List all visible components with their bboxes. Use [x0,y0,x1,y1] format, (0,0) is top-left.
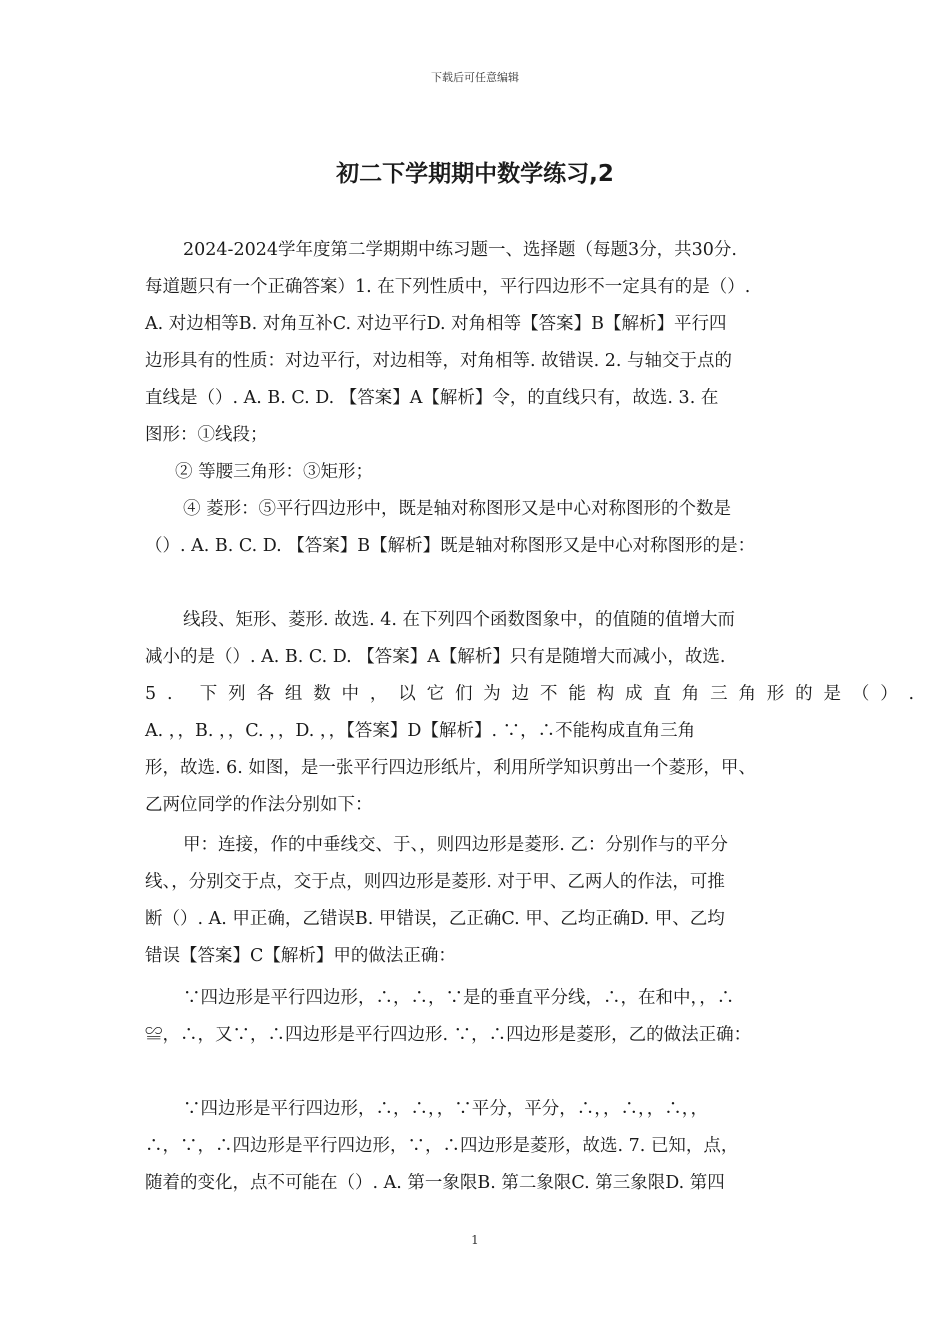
document-title: 初二下学期期中数学练习,2 [336,161,614,187]
body-line: ∴，∵，∴四边形是平行四边形，∵，∴四边形是菱形，故选. 7. 已知，点， [145,1136,739,1156]
page-header: 下载后可任意编辑 [431,71,519,84]
body-line: 图形：①线段； [145,425,268,445]
body-line: 边形具有的性质：对边平行，对边相等，对角相等. 故错误. 2. 与轴交于点的 [145,351,733,371]
body-line: 2024-2024学年度第二学期期中练习题一、选择题（每题3分，共30分. [183,240,737,260]
body-line: ∵四边形是平行四边形，∴，∴，∵是的垂直平分线，∴，在和中，，∴ [183,988,735,1008]
body-line: 断（）. A. 甲正确，乙错误B. 甲错误，乙正确C. 甲、乙均正确D. 甲、乙均 [145,909,725,929]
body-line: 乙两位同学的作法分别如下： [145,795,373,815]
body-line: A. 对边相等B. 对角互补C. 对边平行D. 对角相等【答案】B【解析】平行四 [145,314,727,334]
body-line: ≌，∴，又∵，∴四边形是平行四边形. ∵，∴四边形是菱形，乙的做法正确： [145,1025,752,1045]
body-line: ④ 菱形：⑤平行四边形中，既是轴对称图形又是中心对称图形的个数是 [183,499,732,519]
body-line: 5. 下列各组数中，以它们为边不能构成直角三角形的是（）. [145,684,925,704]
body-line: 甲：连接，作的中垂线交、于、，则四边形是菱形. 乙：分别作与的平分 [183,835,728,855]
body-line: （）. A. B. C. D. 【答案】B【解析】既是轴对称图形又是中心对称图形的是： [145,536,756,556]
body-line: 线、，分别交于点，交于点，则四边形是菱形. 对于甲、乙两人的作法，可推 [145,872,725,892]
body-line: 形，故选. 6. 如图，是一张平行四边形纸片，利用所学知识剪出一个菱形，甲、 [145,758,756,778]
body-line: ∵四边形是平行四边形，∴，∴，，∵平分，平分，∴，，∴，，∴，， [183,1099,708,1119]
body-line: ② 等腰三角形：③矩形； [175,462,374,482]
body-line: 减小的是（）. A. B. C. D. 【答案】A【解析】只有是随增大而减小，故选. [145,647,726,667]
page-number: 1 [471,1233,479,1247]
body-line: A. ，，B. ，，C. ，，D. ，，【答案】D【解析】. ∵，∴不能构成直角三角 [145,721,696,741]
body-line: 错误【答案】C【解析】甲的做法正确： [145,946,456,966]
body-line: 每道题只有一个正确答案）1. 在下列性质中，平行四边形不一定具有的是（）. [145,277,751,297]
body-line: 直线是（）. A. B. C. D. 【答案】A【解析】令，的直线只有，故选. 3. 在 [145,388,719,408]
body-line: 随着的变化，点不可能在（）. A. 第一象限B. 第二象限C. 第三象限D. 第四 [145,1173,725,1193]
body-line: 线段、矩形、菱形. 故选. 4. 在下列四个函数图象中，的值随的值增大而 [183,610,736,630]
